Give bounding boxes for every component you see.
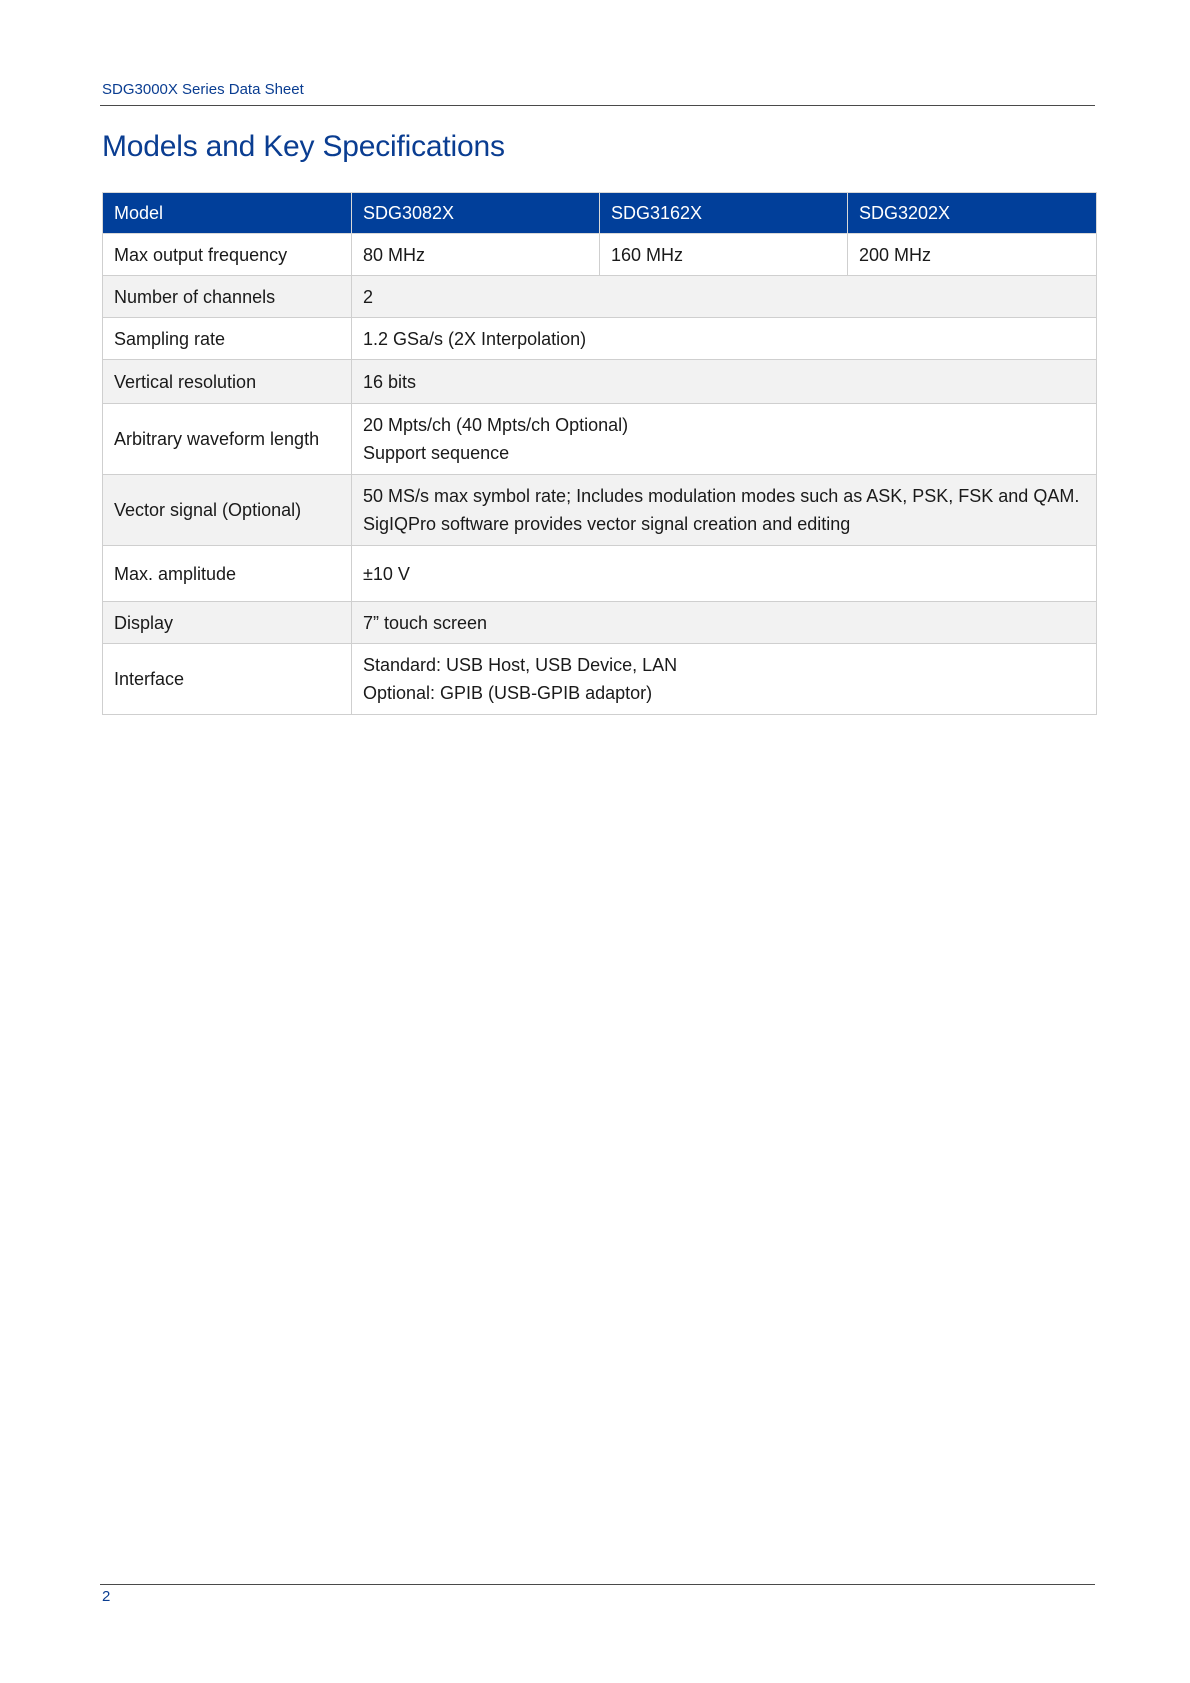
cell-value — [352, 644, 1097, 715]
specifications-table — [102, 192, 1097, 715]
cell-value: 200 MHz — [848, 234, 1097, 276]
cell-line: Support sequence — [363, 443, 510, 463]
table-row-max-amplitude — [103, 546, 1097, 602]
cell-line: Optional: GPIB (USB-GPIB adaptor) — [363, 683, 653, 703]
cell-value: 160 MHz — [600, 234, 848, 276]
footer-divider — [100, 1584, 1095, 1585]
cell-value: 16 bits — [352, 360, 1097, 404]
row-label: Max output frequency — [103, 234, 352, 276]
row-label: Display — [103, 602, 352, 644]
table-header-row — [103, 193, 1097, 234]
cell-value: 7” touch screen — [352, 602, 1097, 644]
row-label: Number of channels — [103, 276, 352, 318]
column-header-sdg3162x: SDG3162X — [600, 193, 848, 234]
row-label: Interface — [103, 644, 352, 715]
page-title: Models and Key Specifications — [102, 130, 505, 163]
row-label: Sampling rate — [103, 318, 352, 360]
table-row-display — [103, 602, 1097, 644]
cell-line: 50 MS/s max symbol rate; Includes modulation modes such as ASK, PSK, FSK and QAM. — [363, 486, 1080, 506]
table-row-max-output-frequency — [103, 234, 1097, 276]
page-number: 2 — [102, 1588, 111, 1605]
table-row-vector-signal — [103, 475, 1097, 546]
cell-value — [352, 475, 1097, 546]
table-row-interface — [103, 644, 1097, 715]
column-header-model: Model — [103, 193, 352, 234]
row-label: Vector signal (Optional) — [103, 475, 352, 546]
table-row-sampling-rate — [103, 318, 1097, 360]
cell-line: Standard: USB Host, USB Device, LAN — [363, 655, 678, 675]
cell-line: SigIQPro software provides vector signal creation and editing — [363, 514, 851, 534]
row-label: Vertical resolution — [103, 360, 352, 404]
running-header: SDG3000X Series Data Sheet — [102, 81, 304, 98]
table-row-arbitrary-waveform-length — [103, 404, 1097, 475]
header-divider — [100, 105, 1095, 106]
cell-value — [352, 404, 1097, 475]
table-row-number-of-channels — [103, 276, 1097, 318]
row-label: Arbitrary waveform length — [103, 404, 352, 475]
row-label: Max. amplitude — [103, 546, 352, 602]
cell-line: 20 Mpts/ch (40 Mpts/ch Optional) — [363, 415, 629, 435]
column-header-sdg3082x: SDG3082X — [352, 193, 600, 234]
cell-value: 1.2 GSa/s (2X Interpolation) — [352, 318, 1097, 360]
column-header-sdg3202x: SDG3202X — [848, 193, 1097, 234]
table-row-vertical-resolution — [103, 360, 1097, 404]
cell-value: 80 MHz — [352, 234, 600, 276]
cell-value: 2 — [352, 276, 1097, 318]
cell-value: ±10 V — [352, 546, 1097, 602]
